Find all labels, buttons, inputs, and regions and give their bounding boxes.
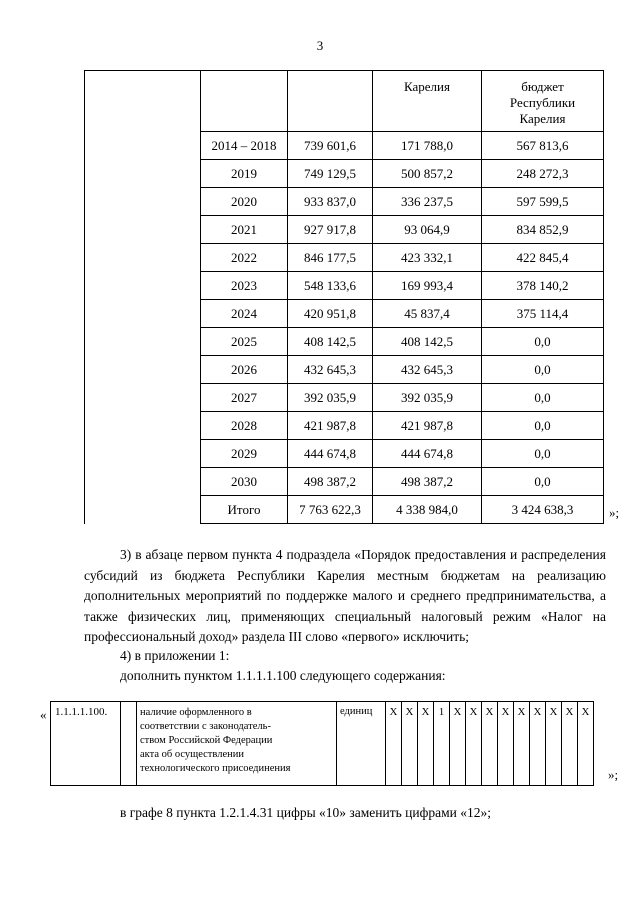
col3-cell: 171 788,0 <box>373 132 482 160</box>
total-cell: 420 951,8 <box>288 300 373 328</box>
period-cell: 2030 <box>201 468 288 496</box>
col3-cell: 336 237,5 <box>373 188 482 216</box>
item-4: 4) в приложении 1: <box>120 648 230 663</box>
appendix-value-cell: X <box>450 702 466 786</box>
col4-cell: 3 424 638,3 <box>482 496 604 524</box>
header-total-cell <box>288 71 373 132</box>
total-cell: 408 142,5 <box>288 328 373 356</box>
col4-cell: 0,0 <box>482 356 604 384</box>
appendix-name: наличие оформленного в соответствии с законодатель- ством Российской Федерации акта об осуществлении технологического присоединения <box>137 702 337 786</box>
period-cell: 2025 <box>201 328 288 356</box>
period-cell: 2020 <box>201 188 288 216</box>
appendix-value-cell: X <box>562 702 578 786</box>
period-cell: 2023 <box>201 272 288 300</box>
funding-table-header <box>85 71 604 132</box>
appendix-number: 1.1.1.1.100. <box>51 702 121 786</box>
total-cell: 933 837,0 <box>288 188 373 216</box>
period-cell: 2028 <box>201 412 288 440</box>
col4-cell: 597 599,5 <box>482 188 604 216</box>
header-col3-cell: Карелия <box>373 71 482 132</box>
col3-cell: 498 387,2 <box>373 468 482 496</box>
period-cell: 2019 <box>201 160 288 188</box>
period-cell: 2026 <box>201 356 288 384</box>
total-cell: 498 387,2 <box>288 468 373 496</box>
appendix-value-cell: 1 <box>434 702 450 786</box>
col3-cell: 421 987,8 <box>373 412 482 440</box>
appendix-table <box>50 701 594 786</box>
total-cell: 421 987,8 <box>288 412 373 440</box>
col4-cell: 375 114,4 <box>482 300 604 328</box>
col3-cell: 423 332,1 <box>373 244 482 272</box>
col4-cell: 0,0 <box>482 440 604 468</box>
funding-table <box>84 70 604 524</box>
period-cell: 2027 <box>201 384 288 412</box>
last-line: в графе 8 пункта 1.2.1.4.31 цифры «10» заменить цифрами «12»; <box>120 805 491 820</box>
appendix-value-cell: X <box>402 702 418 786</box>
period-cell: 2029 <box>201 440 288 468</box>
col3-cell: 500 857,2 <box>373 160 482 188</box>
appendix-value-cell: X <box>466 702 482 786</box>
funding-table-left-cell <box>85 71 201 524</box>
appendix-open-quote: « <box>40 707 47 722</box>
col3-cell: 432 645,3 <box>373 356 482 384</box>
col3-cell: 444 674,8 <box>373 440 482 468</box>
appendix-value-cell: X <box>546 702 562 786</box>
col4-cell: 422 845,4 <box>482 244 604 272</box>
appendix-value-cell: X <box>386 702 402 786</box>
total-cell: 749 129,5 <box>288 160 373 188</box>
col3-cell: 392 035,9 <box>373 384 482 412</box>
col3-cell: 408 142,5 <box>373 328 482 356</box>
col4-cell: 567 813,6 <box>482 132 604 160</box>
total-cell: 444 674,8 <box>288 440 373 468</box>
col4-cell: 0,0 <box>482 328 604 356</box>
total-cell: 846 177,5 <box>288 244 373 272</box>
appendix-unit: единиц <box>337 702 386 786</box>
col3-cell: 4 338 984,0 <box>373 496 482 524</box>
appendix-closing-quote: »; <box>608 767 619 782</box>
header-col4-cell: бюджет Республики Карелия <box>482 71 604 132</box>
appendix-value-cell: X <box>498 702 514 786</box>
period-cell: Итого <box>201 496 288 524</box>
appendix-blank-cell <box>121 702 137 786</box>
total-cell: 432 645,3 <box>288 356 373 384</box>
period-cell: 2021 <box>201 216 288 244</box>
col3-cell: 169 993,4 <box>373 272 482 300</box>
col4-cell: 0,0 <box>482 468 604 496</box>
col4-cell: 378 140,2 <box>482 272 604 300</box>
period-cell: 2024 <box>201 300 288 328</box>
total-cell: 927 917,8 <box>288 216 373 244</box>
total-cell: 739 601,6 <box>288 132 373 160</box>
appendix-row <box>51 702 594 786</box>
appendix-value-cell: X <box>514 702 530 786</box>
header-period-cell <box>201 71 288 132</box>
total-cell: 548 133,6 <box>288 272 373 300</box>
table-closing-quote: »; <box>609 505 620 520</box>
col4-cell: 834 852,9 <box>482 216 604 244</box>
col3-cell: 93 064,9 <box>373 216 482 244</box>
appendix-value-cell: X <box>482 702 498 786</box>
appendix-value-cell: X <box>418 702 434 786</box>
item-4-sub: дополнить пунктом 1.1.1.1.100 следующего содержания: <box>120 668 446 683</box>
col3-cell: 45 837,4 <box>373 300 482 328</box>
appendix-value-cell: X <box>578 702 594 786</box>
col4-cell: 248 272,3 <box>482 160 604 188</box>
total-cell: 392 035,9 <box>288 384 373 412</box>
paragraph-3: 3) в абзаце первом пункта 4 подраздела «Порядок предоставления и распределения субсидий из бюджета Республики Карелия местным бюджетам на реализацию дополнительных мероприятий по поддержке малого и среднего предпринимательства, а также физических лиц, применяющих специальный налоговый режим «Налог на профессиональный доход» раздела III слово «первого» исключить; <box>84 547 606 644</box>
col4-cell: 0,0 <box>482 412 604 440</box>
total-cell: 7 763 622,3 <box>288 496 373 524</box>
page-number: 3 <box>316 38 324 53</box>
appendix-value-cell: X <box>530 702 546 786</box>
period-cell: 2014 – 2018 <box>201 132 288 160</box>
period-cell: 2022 <box>201 244 288 272</box>
col4-cell: 0,0 <box>482 384 604 412</box>
